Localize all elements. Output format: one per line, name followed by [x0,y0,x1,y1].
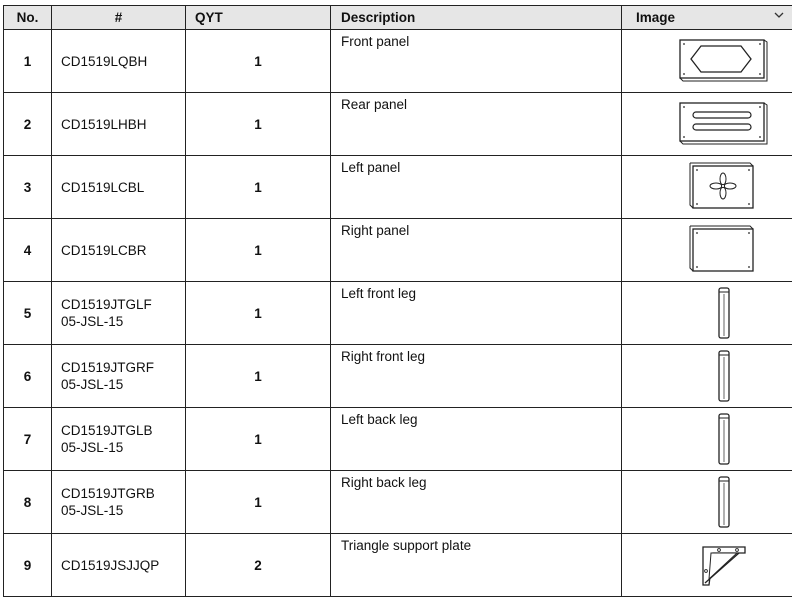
row-no: 7 [4,408,52,471]
row-no: 8 [4,471,52,534]
part-description: Triangle support plate [331,534,622,597]
part-code-line1: CD1519LCBR [61,242,185,259]
part-image [622,93,792,156]
part-image [622,471,792,534]
part-code [52,93,186,156]
part-image [622,408,792,471]
table-row [4,471,792,534]
part-qty: 1 [186,471,331,534]
part-qty: 2 [186,534,331,597]
triangle-bracket-icon [699,541,749,589]
part-code-line1: CD1519LCBL [61,179,185,196]
part-description: Left panel [331,156,622,219]
part-qty: 1 [186,408,331,471]
right-panel-icon [689,225,759,275]
table-row [4,534,792,597]
part-image [622,282,792,345]
row-no: 3 [4,156,52,219]
header-hash: # [52,6,186,30]
part-description: Right front leg [331,345,622,408]
part-image [622,345,792,408]
header-qty: QYT [186,6,331,30]
part-image [622,219,792,282]
leg-icon [717,412,731,466]
table-row [4,156,792,219]
part-description: Right panel [331,219,622,282]
part-code [52,282,186,345]
header-description: Description [331,6,622,30]
part-code-line2: 05-JSL-15 [61,376,185,393]
header-row [4,6,792,30]
part-code [52,345,186,408]
part-code [52,471,186,534]
part-code-line1: CD1519JTGRF [61,359,185,376]
part-code-line1: CD1519JTGLB [61,422,185,439]
table-row [4,282,792,345]
part-code [52,30,186,93]
part-description: Front panel [331,30,622,93]
part-code-line2: 05-JSL-15 [61,439,185,456]
leg-icon [717,349,731,403]
part-qty: 1 [186,156,331,219]
part-image [622,534,792,597]
table-row [4,408,792,471]
leg-icon [717,475,731,529]
parts-table [3,5,792,597]
part-qty: 1 [186,30,331,93]
part-qty: 1 [186,219,331,282]
part-code [52,156,186,219]
table-row [4,345,792,408]
row-no: 5 [4,282,52,345]
row-no: 9 [4,534,52,597]
part-description: Right back leg [331,471,622,534]
part-description: Left front leg [331,282,622,345]
part-code [52,219,186,282]
row-no: 2 [4,93,52,156]
header-no: No. [4,6,52,30]
part-description: Rear panel [331,93,622,156]
part-code [52,534,186,597]
part-description: Left back leg [331,408,622,471]
table-row [4,219,792,282]
left-panel-icon [689,162,759,212]
part-qty: 1 [186,345,331,408]
part-code-line1: CD1519JTGRB [61,485,185,502]
header-image: Image [622,6,792,30]
part-image [622,30,792,93]
part-code-line1: CD1519LQBH [61,53,185,70]
table-row [4,93,792,156]
part-code-line1: CD1519LHBH [61,116,185,133]
part-code-line1: CD1519JTGLF [61,296,185,313]
row-no: 4 [4,219,52,282]
row-no: 6 [4,345,52,408]
row-no: 1 [4,30,52,93]
part-qty: 1 [186,282,331,345]
table-row [4,30,792,93]
part-code-line2: 05-JSL-15 [61,502,185,519]
part-code [52,408,186,471]
rear-panel-icon [679,102,769,146]
leg-icon [717,286,731,340]
front-panel-icon [679,39,769,83]
part-qty: 1 [186,93,331,156]
part-code-line2: 05-JSL-15 [61,313,185,330]
part-image [622,156,792,219]
scroll-arrow-icon [774,12,784,18]
part-code-line1: CD1519JSJJQP [61,557,185,574]
